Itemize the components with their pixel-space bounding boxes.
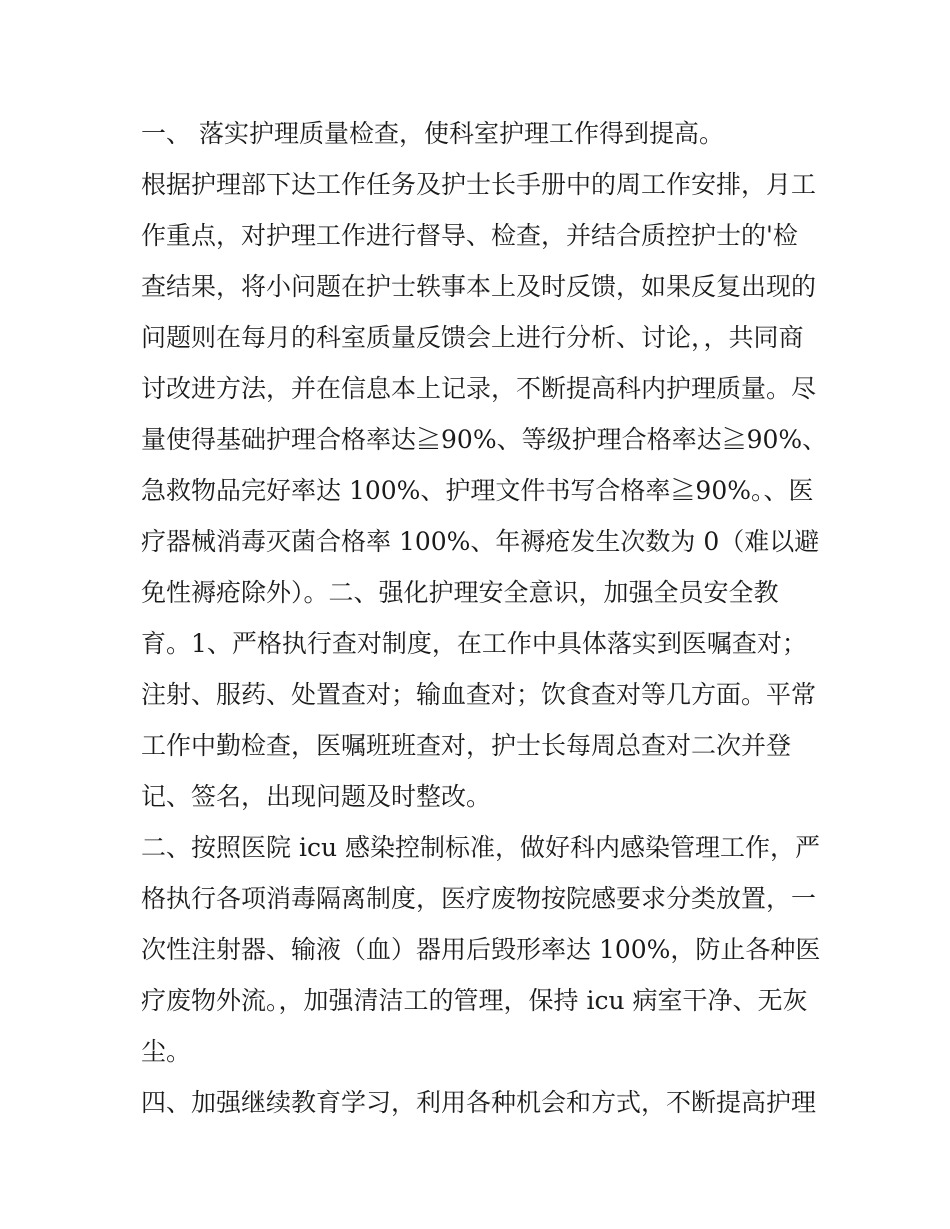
text-line: 根据护理部下达工作任务及护士长手册中的周工作安排，月工	[141, 170, 817, 199]
text-line: 四、加强继续教育学习，利用各种机会和方式，不断提高护理	[141, 1088, 817, 1117]
text-line: 疗废物外流。，加强清洁工的管理，保持 icu 病室干净、无灰	[141, 986, 808, 1015]
text-line: 作重点，对护理工作进行督导、检查，并结合质控护士的'检	[141, 221, 798, 250]
text-line: 急救物品完好率达 100%、护理文件书写合格率≧90%。、医	[141, 476, 814, 505]
text-line: 量使得基础护理合格率达≧90%、等级护理合格率达≧90%、	[141, 425, 828, 454]
paragraph-continuing-education	[141, 1077, 821, 1128]
text-line: 次性注射器、输液（血）器用后毁形率达 100%，防止各种医	[141, 935, 821, 964]
text-line: 格执行各项消毒隔离制度，医疗废物按院感要求分类放置，一	[141, 884, 817, 913]
text-line: 一、 落实护理质量检查，使科室护理工作得到提高。	[141, 119, 724, 148]
text-line: 尘。	[141, 1037, 192, 1066]
text-line: 查结果，将小问题在护士轶事本上及时反馈，如果反复出现的	[141, 272, 817, 301]
text-line: 问题则在每月的科室质量反馈会上进行分析、讨论，，共同商	[141, 323, 804, 352]
document-body	[141, 108, 828, 1128]
text-line: 二、按照医院 icu 感染控制标准，做好科内感染管理工作，严	[141, 833, 820, 862]
text-line: 疗器械消毒灭菌合格率 100%、年褥疮发生次数为 0（难以避	[141, 527, 820, 556]
text-line: 免性褥疮除外）。二、强化护理安全意识，加强全员安全教	[141, 578, 779, 607]
text-line: 记、签名，出现问题及时整改。	[141, 782, 492, 811]
text-line: 注射、服药、处置查对；输血查对；饮食查对等几方面。平常	[141, 680, 817, 709]
text-line: 育。1、严格执行查对制度，在工作中具体落实到医嘱查对；	[141, 629, 807, 658]
text-line: 工作中勤检查，医嘱班班查对，护士长每周总查对二次并登	[141, 731, 792, 760]
paragraph-section-one-heading	[141, 108, 821, 159]
paragraph-infection-control	[141, 822, 821, 1077]
paragraph-quality-inspection	[141, 159, 828, 822]
text-line: 讨改进方法，并在信息本上记录，不断提高科内护理质量。尽	[141, 374, 817, 403]
